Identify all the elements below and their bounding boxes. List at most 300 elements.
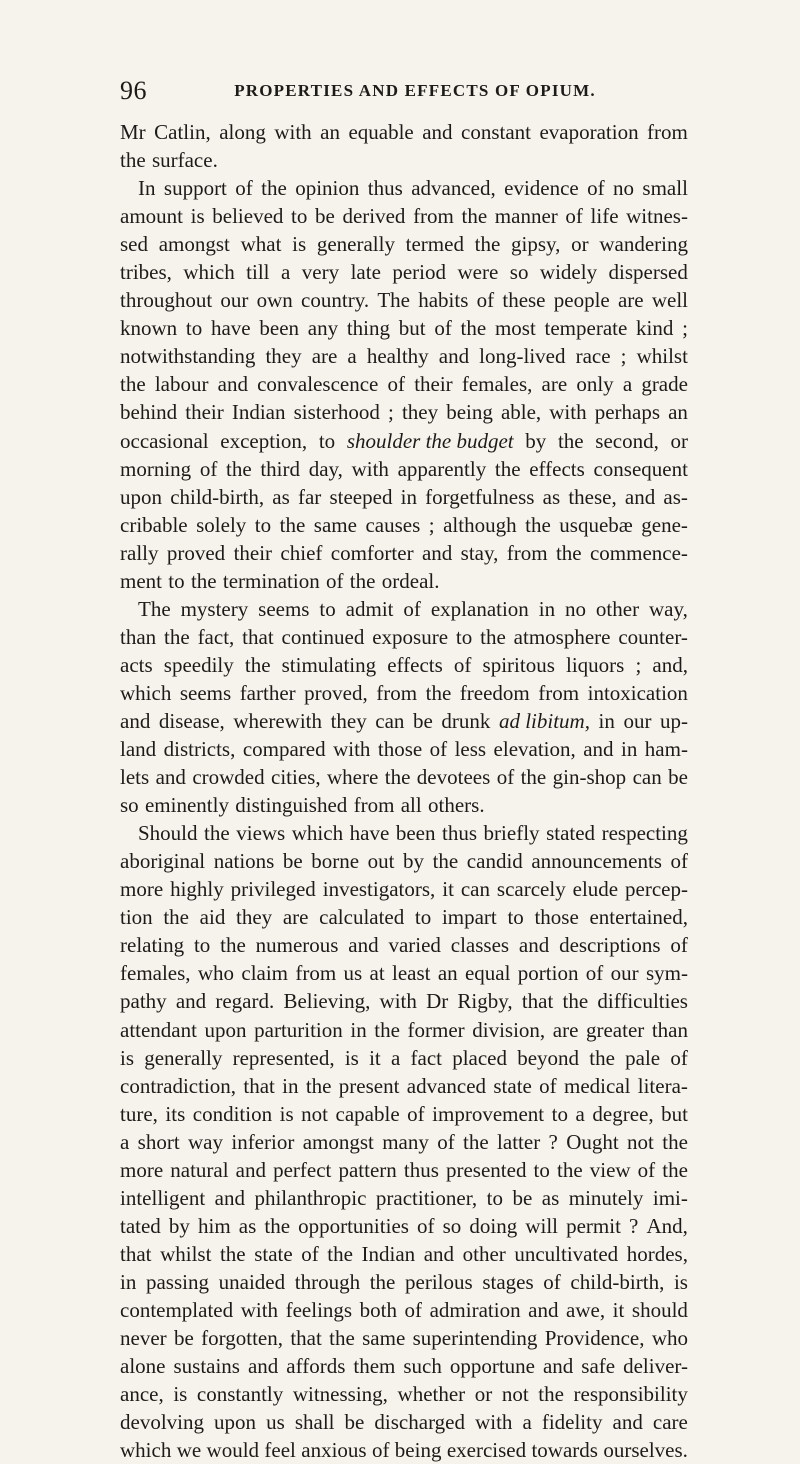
word: termed (405, 232, 464, 257)
word: able, (500, 400, 542, 425)
word: that (120, 1241, 152, 1266)
word: aid (199, 905, 226, 930)
word: proved (166, 540, 226, 565)
word: of (417, 1213, 435, 1238)
word: doing (469, 1213, 518, 1238)
word: be (413, 708, 433, 733)
word: placed (452, 1045, 507, 1070)
word: forgetfulness (425, 484, 535, 509)
word: whilst (160, 1241, 212, 1266)
text-line (120, 1184, 688, 1212)
word: contemplated (120, 1297, 234, 1322)
word: pale (625, 1045, 661, 1070)
word: to (414, 905, 432, 930)
word: are (282, 905, 309, 930)
word: of (301, 1241, 319, 1266)
word: descriptions (559, 933, 661, 958)
word: relating (120, 933, 185, 958)
word: apparently (397, 456, 487, 481)
word: percep- (625, 877, 688, 902)
word: not (301, 1101, 328, 1126)
word: of (670, 1045, 688, 1070)
word: that (242, 624, 274, 649)
word: practitioner, (375, 1185, 478, 1210)
word: pathy (120, 989, 167, 1014)
word: privileged (230, 877, 316, 902)
word: from (295, 961, 337, 986)
word: ordeal. (381, 568, 440, 593)
word: And, (646, 1213, 688, 1238)
word: as (541, 1185, 560, 1210)
text-line (120, 1380, 688, 1408)
word: Dr (426, 989, 449, 1014)
word: counter- (618, 624, 688, 649)
word: thus (442, 821, 478, 846)
word: being (394, 1438, 442, 1463)
word: is (673, 1269, 688, 1294)
word: the (556, 1157, 583, 1182)
word: what (240, 232, 282, 257)
word: advanced (406, 1073, 487, 1098)
word: the (163, 905, 189, 930)
word: claim (241, 961, 289, 986)
word: of (326, 568, 344, 593)
page-header (120, 76, 680, 106)
word: fact, (197, 624, 235, 649)
word: are (541, 372, 568, 397)
word: us (266, 1410, 285, 1435)
word: or (474, 1382, 493, 1407)
text-line (120, 1212, 688, 1240)
word: not (501, 1382, 529, 1407)
word: ham- (644, 737, 688, 762)
word: from (538, 680, 580, 705)
word: country. (301, 288, 370, 313)
word: surface. (151, 148, 218, 173)
word: sym- (645, 961, 688, 986)
word: stimulating (281, 652, 377, 677)
word: and (422, 120, 453, 144)
word: witnessing, (292, 1382, 388, 1407)
word: many (382, 1129, 429, 1154)
word: by (403, 849, 425, 874)
word: the (589, 1045, 615, 1070)
word: the (494, 456, 521, 481)
word: disease, (158, 708, 225, 733)
word: the (525, 512, 551, 537)
word: the (474, 232, 501, 257)
word: with (274, 120, 312, 144)
word: ture, (120, 1101, 158, 1126)
word: crowded (192, 765, 265, 790)
word: minutely (568, 1185, 644, 1210)
word: with (351, 456, 389, 481)
word: day, (308, 456, 343, 481)
word: of (476, 288, 495, 313)
word: state (254, 1241, 293, 1266)
word: same (313, 512, 357, 537)
word: from (353, 793, 395, 818)
word: is (173, 1382, 188, 1407)
word: other (595, 596, 640, 621)
word: healthy (366, 344, 429, 369)
word: difficulties (597, 989, 688, 1014)
text-line (120, 1128, 688, 1156)
word: announcements (531, 849, 662, 874)
word: impart (441, 905, 497, 930)
word: who (651, 1326, 688, 1351)
word: advanced, (411, 176, 496, 201)
word: perfect (273, 1157, 332, 1182)
word: way (188, 1129, 224, 1154)
word: highly (170, 877, 224, 902)
word: all (400, 793, 422, 818)
word: through (294, 1269, 361, 1294)
word: these (502, 288, 546, 313)
word: whilst (636, 344, 688, 369)
word: and (175, 989, 207, 1014)
word: ; (428, 512, 435, 537)
word: the (264, 1213, 291, 1238)
text-line (120, 1268, 688, 1296)
body-text (120, 118, 688, 1464)
word: care (652, 1410, 688, 1435)
text-line (120, 342, 688, 370)
word: and (214, 1185, 245, 1210)
word: attendant (120, 1017, 197, 1042)
word: stated (546, 821, 596, 846)
word: and (518, 933, 550, 958)
word: most (494, 316, 536, 341)
word: stages (482, 1269, 534, 1294)
word: amongst (302, 1129, 374, 1154)
word: elevation, (493, 737, 576, 762)
word: an (320, 120, 340, 144)
text-line (120, 819, 688, 847)
word: drunk (441, 708, 491, 733)
word: support (163, 176, 227, 201)
word: and (235, 1157, 266, 1182)
word: gene- (641, 512, 688, 537)
word: own (256, 288, 293, 313)
word: of (539, 1073, 557, 1098)
word: less (454, 737, 487, 762)
word: borne (311, 849, 360, 874)
text-line (120, 370, 688, 398)
word: as (542, 484, 561, 509)
word: it (442, 877, 454, 902)
word: habits (418, 288, 469, 313)
word: can (632, 765, 662, 790)
word: and (155, 765, 186, 790)
word: which (183, 260, 235, 285)
word: a (120, 1129, 130, 1154)
word: its (165, 1101, 186, 1126)
word: him (198, 1213, 231, 1238)
text-line (120, 875, 688, 903)
word: In (138, 176, 156, 201)
text-line (120, 1324, 688, 1352)
word: is (279, 1101, 294, 1126)
word: ? (629, 1213, 639, 1238)
word: which (291, 821, 344, 846)
word: numerous (255, 933, 339, 958)
word: as (272, 484, 290, 509)
text-line (120, 1016, 688, 1044)
word: life (590, 204, 619, 229)
word: the (555, 540, 582, 565)
word: acts (120, 652, 153, 677)
word: notwithstanding (120, 344, 256, 369)
word: their (185, 400, 224, 425)
word: manner (494, 204, 558, 229)
word: the (190, 568, 217, 593)
word: spiritous (482, 652, 555, 677)
word: effects (529, 456, 585, 481)
word: of (403, 596, 421, 621)
word: no (565, 596, 586, 621)
word: generally (316, 232, 395, 257)
word: nations (213, 849, 275, 874)
word: atmosphere (513, 624, 611, 649)
word: Providence, (544, 1326, 645, 1351)
text-line (120, 763, 688, 791)
word: at (369, 961, 385, 986)
word: both (359, 1297, 397, 1322)
word: with (333, 737, 371, 762)
word: litera- (637, 1073, 688, 1098)
word: admit (345, 596, 394, 621)
word: thus (367, 176, 403, 201)
word: present (338, 1073, 400, 1098)
word: have (210, 316, 251, 341)
word: the (120, 148, 146, 173)
text-line (120, 903, 688, 931)
word: occasional (120, 428, 209, 453)
word: of (434, 316, 452, 341)
word: be (282, 849, 303, 874)
word: permit (566, 1213, 621, 1238)
word: candid (466, 849, 523, 874)
word: more (120, 1157, 164, 1182)
word: by (168, 1213, 190, 1238)
word: responsibility (573, 1382, 688, 1407)
word: Ought (566, 1129, 619, 1154)
word: the (244, 652, 271, 677)
word: of (387, 372, 406, 397)
word: the (461, 204, 488, 229)
word: uncultivated (514, 1241, 619, 1266)
word: parturition (254, 1017, 343, 1042)
word: of (670, 933, 688, 958)
word: they (330, 708, 367, 733)
word: in (350, 1017, 367, 1042)
text-line (120, 286, 688, 314)
word: to (291, 204, 308, 229)
word: safe (581, 1354, 616, 1379)
word: out (367, 849, 395, 874)
word: of (670, 849, 688, 874)
word: far (297, 484, 322, 509)
word: opinion (295, 176, 360, 201)
word: medical (563, 1073, 631, 1098)
word: such (403, 1354, 442, 1379)
word: fidelity (541, 1410, 603, 1435)
word: aboriginal (120, 849, 206, 874)
word: the (662, 1157, 688, 1182)
text-line (120, 623, 688, 651)
word: pattern (338, 1157, 397, 1182)
word: our (623, 708, 652, 733)
word: constantly (196, 1382, 284, 1407)
text-line (120, 847, 688, 875)
word: causes (365, 512, 421, 537)
word: respecting (601, 821, 688, 846)
word: these, (568, 484, 617, 509)
word: have (349, 821, 390, 846)
word: whether (397, 1382, 466, 1407)
word: degree, (592, 1101, 654, 1126)
word: the (120, 372, 146, 397)
text-line (120, 118, 688, 146)
word: witnes- (626, 204, 688, 229)
word: is (120, 1045, 135, 1070)
word: and (423, 1241, 455, 1266)
word: of (429, 737, 448, 762)
word: speedily (163, 652, 234, 677)
word: perilous (405, 1269, 473, 1294)
word: solely (196, 512, 247, 537)
word: dispersed (608, 260, 688, 285)
word: second, (595, 428, 659, 453)
italic-word: ad libitum, (498, 708, 590, 733)
word: to (551, 1101, 569, 1126)
word: The (377, 288, 410, 313)
word: from (376, 680, 418, 705)
text-line (120, 202, 688, 230)
text-line (120, 1408, 688, 1436)
text-line (120, 427, 688, 455)
word: those (534, 905, 579, 930)
word: is (190, 204, 205, 229)
word: shall (294, 1410, 335, 1435)
word: is (344, 1045, 359, 1070)
word: Indian (231, 400, 286, 425)
word: in (598, 708, 615, 733)
text-line (120, 1156, 688, 1184)
word: of (404, 1297, 423, 1322)
word: exercised (446, 1438, 527, 1463)
text-line (120, 483, 688, 511)
word: the (460, 316, 487, 341)
word: that (243, 1073, 275, 1098)
word: alone (120, 1354, 166, 1379)
word: usquebæ (559, 512, 633, 537)
word: race (575, 344, 611, 369)
word: grade (641, 372, 688, 397)
word: the (562, 989, 589, 1014)
word: along (219, 120, 266, 144)
word: towards (531, 1438, 598, 1463)
word: of (437, 1129, 455, 1154)
text-line (120, 146, 688, 174)
word: the (204, 821, 230, 846)
word: be (668, 765, 688, 790)
word: females, (120, 961, 191, 986)
word: eminently (144, 793, 229, 818)
word: from (506, 540, 548, 565)
word: from (647, 120, 688, 144)
word: discharged (374, 1410, 466, 1435)
word: ment (120, 568, 162, 593)
word: devotees (416, 765, 491, 790)
word: compared (242, 737, 326, 762)
word: way, (649, 596, 688, 621)
word: should (631, 1297, 688, 1322)
word: superintending (412, 1326, 538, 1351)
word: equable (348, 120, 414, 144)
word: the (279, 512, 306, 537)
word: comforter (330, 540, 414, 565)
word: upon (214, 1410, 257, 1435)
word: admiration (429, 1297, 521, 1322)
word: amongst (158, 232, 230, 257)
word: which (120, 680, 172, 705)
word: been (259, 316, 300, 341)
word: been (395, 821, 436, 846)
word: philanthropic (254, 1185, 367, 1210)
word: proved, (304, 680, 368, 705)
word: with (240, 1297, 279, 1322)
text-line (120, 398, 688, 426)
word: are (552, 1017, 579, 1042)
word: intoxication (587, 680, 688, 705)
word: would (206, 1438, 260, 1463)
word: awe, (566, 1297, 606, 1322)
word: of (371, 1438, 390, 1463)
word: to (319, 596, 336, 621)
word: us (343, 961, 363, 986)
word: upon (120, 484, 162, 509)
word: upon (204, 1017, 247, 1042)
word: are (311, 344, 338, 369)
word: perhaps (594, 400, 661, 425)
word: convalescence (257, 372, 379, 397)
word: natural (170, 1157, 229, 1182)
word: widely (539, 260, 598, 285)
text-line (120, 959, 688, 987)
text-line (120, 735, 688, 763)
word: seems (179, 680, 232, 705)
word: so (120, 793, 139, 818)
word: to (455, 624, 473, 649)
word: by (525, 428, 547, 453)
word: of (565, 204, 583, 229)
word: mystery (180, 596, 249, 621)
word: exposure (372, 624, 449, 649)
word: we (176, 1438, 202, 1463)
word: third (260, 456, 301, 481)
word: small (642, 176, 688, 201)
word: gipsy, (511, 232, 561, 257)
text-line (120, 1240, 688, 1268)
word: the (557, 428, 584, 453)
word: up- (660, 708, 688, 733)
word: others. (428, 793, 485, 818)
word: liquors (565, 652, 625, 677)
word: evaporation (539, 120, 639, 144)
word: well (651, 288, 688, 313)
